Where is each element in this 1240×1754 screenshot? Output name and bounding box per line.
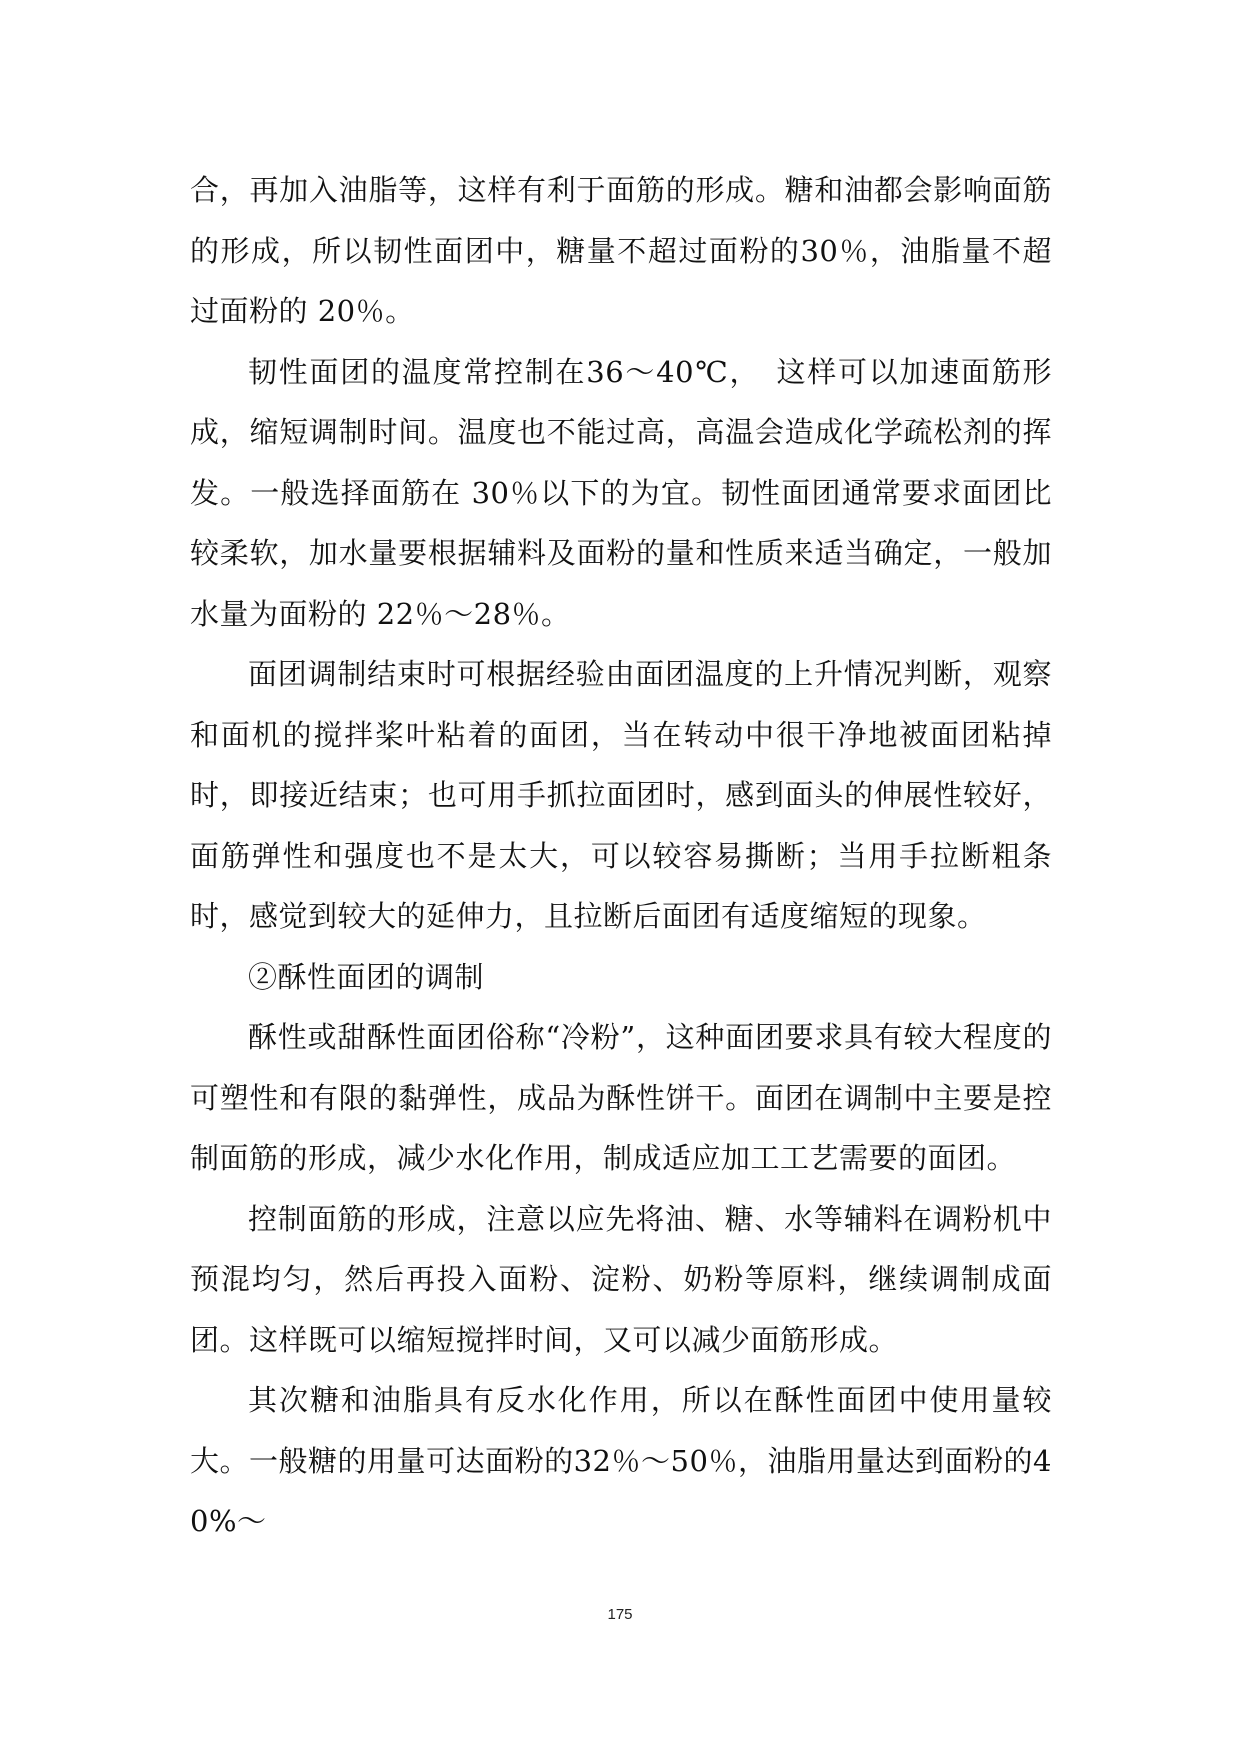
page-number: 175	[607, 1606, 633, 1623]
paragraph-sugar-fat-usage: 其次糖和油脂具有反水化作用，所以在酥性面团中使用量较大。一般糖的用量可达面粉的32％～50％，油脂用量达到面粉的40%～	[190, 1383, 1052, 1538]
paragraph-gluten-control: 控制面筋的形成，注意以应先将油、糖、水等辅料在调粉机中预混均匀，然后再投入面粉、淀粉、奶粉等原料，继续调制成面团。这样既可以缩短搅拌时间，又可以减少面筋形成。	[190, 1201, 1052, 1357]
section-heading-short-dough: ②酥性面团的调制	[248, 959, 485, 994]
paragraph-dough-temperature: 韧性面团的温度常控制在36～40℃， 这样可以加速面筋形成，缩短调制时间。温度也不能过高，高温会造成化学疏松剂的挥发。一般选择面筋在 30％以下的为宜。韧性面团通常要求面团比较柔软，加水量要根据辅料及面粉的量和性质来适当确定，一般加水量为面粉的 22％～28％。	[190, 354, 1052, 631]
body-text	[190, 160, 1052, 1552]
paragraph-mixing-end-judgement: 面团调制结束时可根据经验由面团温度的上升情况判断，观察和面机的搅拌桨叶粘着的面团，当在转动中很干净地被面团粘掉时，即接近结束；也可用手抓拉面团时，感到面头的伸展性较好，面筋弹性和强度也不是太大，可以较容易撕断；当用手拉断粗条时，感觉到较大的延伸力，且拉断后面团有适度缩短的现象。	[190, 657, 1052, 933]
paragraph-continuation: 合，再加入油脂等，这样有利于面筋的形成。糖和油都会影响面筋的形成，所以韧性面团中，糖量不超过面粉的30％，油脂量不超过面粉的 20％。	[190, 173, 1052, 328]
paragraph-short-dough-intro: 酥性或甜酥性面团俗称“冷粉”，这种面团要求具有较大程度的可塑性和有限的黏弹性，成品为酥性饼干。面团在调制中主要是控制面筋的形成，减少水化作用，制成适应加工工艺需要的面团。	[190, 1020, 1052, 1175]
